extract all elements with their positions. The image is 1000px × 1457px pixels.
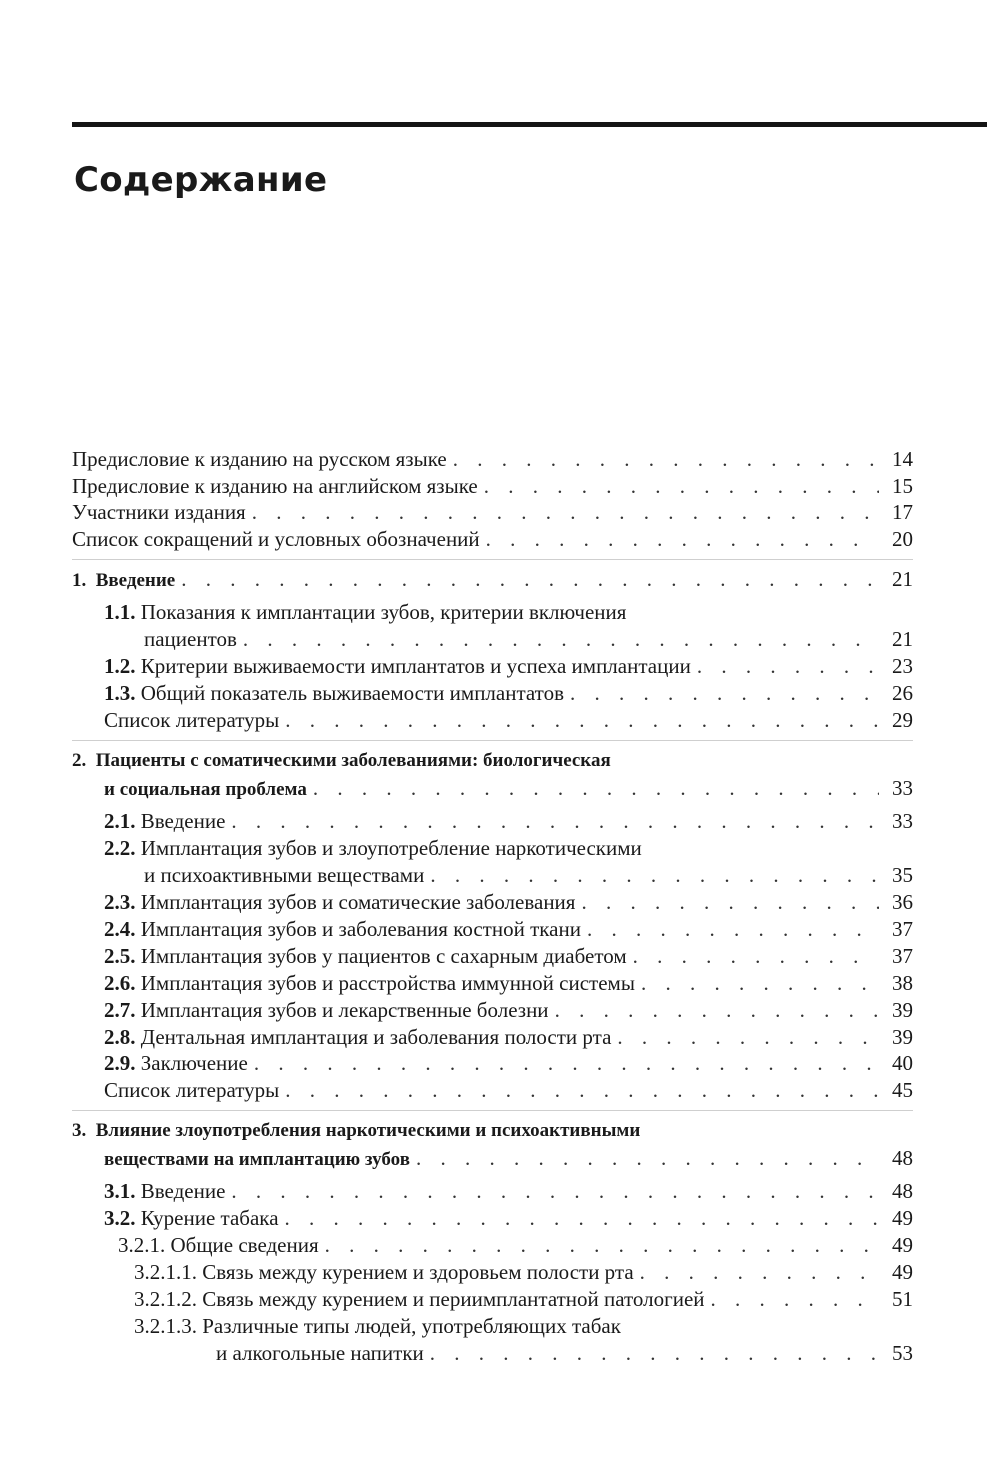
toc-page-number: 45 <box>892 1078 913 1102</box>
toc-section-3-2[interactable] <box>104 1205 913 1231</box>
chapter-title <box>72 568 175 594</box>
toc-page-number: 35 <box>892 863 913 887</box>
leader-dots <box>641 970 879 996</box>
toc-page-number: 40 <box>892 1051 913 1075</box>
toc-page-number: 29 <box>892 708 913 732</box>
toc-page-number: 48 <box>892 1146 913 1170</box>
leader-dots <box>570 680 879 706</box>
toc-entry-text: 3.2.1.1. Связь между курением и здоровьем полости рта <box>134 1260 634 1284</box>
toc-section-3-1[interactable] <box>104 1178 913 1204</box>
section-number: 1.3. <box>104 681 136 705</box>
chapter-title-text: Влияние злоупотребления наркотическими и психоактивными <box>95 1120 641 1141</box>
toc-entry-text: Имплантация зубов и заболевания костной ткани <box>140 917 581 941</box>
leader-dots <box>181 566 879 592</box>
page-title: Содержание <box>74 160 328 200</box>
toc-entry-text: 3.2.1.3. Различные типы людей, употребляющих табак <box>134 1314 621 1338</box>
toc-page-number: 49 <box>892 1233 913 1257</box>
toc-page-number: 14 <box>892 447 913 471</box>
section-number: 2.6. <box>104 971 136 995</box>
section-number: 2.8. <box>104 1025 136 1049</box>
toc-entry-text: Введение <box>140 809 226 833</box>
toc-entry-text: Предисловие к изданию на английском языке <box>72 474 478 498</box>
toc-section-2-1[interactable] <box>104 808 913 834</box>
toc-subsection-3-2-1-2[interactable] <box>134 1286 913 1312</box>
toc-entry-text: Список сокращений и условных обозначений <box>72 527 480 551</box>
leader-dots <box>640 1259 879 1285</box>
toc-section-2-9[interactable] <box>104 1050 913 1076</box>
toc-page-number: 51 <box>892 1287 913 1311</box>
toc-entry-text: Имплантация зубов и расстройства иммунной системы <box>140 971 635 995</box>
toc-chapter-3-line2[interactable] <box>104 1145 913 1171</box>
leader-dots <box>697 653 879 679</box>
toc-page-number: 20 <box>892 527 913 551</box>
toc-subsection-3-2-1-3-line1[interactable] <box>134 1313 913 1339</box>
toc-entry-text: Показания к имплантации зубов, критерии включения <box>140 600 627 624</box>
section-number: 3.1. <box>104 1179 136 1203</box>
toc-entry-text: Заключение <box>140 1051 248 1075</box>
section-number: 2.5. <box>104 944 136 968</box>
toc-section-2-5[interactable] <box>104 943 913 969</box>
toc-subsection-3-2-1-1[interactable] <box>134 1259 913 1285</box>
toc-entry-text: Список литературы <box>104 708 280 732</box>
toc-entry-text: 3.2.1. Общие сведения <box>118 1233 319 1257</box>
section-number: 2.7. <box>104 998 136 1022</box>
toc-entry-foreword-russian[interactable] <box>72 446 913 472</box>
leader-dots <box>285 1077 879 1103</box>
leader-dots <box>617 1024 879 1050</box>
toc-entry-contributors[interactable] <box>72 499 913 525</box>
leader-dots <box>587 916 879 942</box>
toc-section-2-4[interactable] <box>104 916 913 942</box>
toc-chapter-2-line2[interactable] <box>104 775 913 801</box>
section-number: 2.4. <box>104 917 136 941</box>
leader-dots <box>633 943 879 969</box>
chapter-number: 1. <box>72 570 87 591</box>
leader-dots <box>581 889 879 915</box>
chapter-title-text: Пациенты с соматическими заболеваниями: биологическая <box>95 750 611 771</box>
toc-ch2-references[interactable] <box>104 1077 913 1103</box>
toc-page-number: 33 <box>892 776 913 800</box>
toc-page-number: 21 <box>892 567 913 591</box>
toc-entry-text: Имплантация зубов и злоупотребление наркотическими <box>140 836 642 860</box>
toc-subsection-3-2-1[interactable] <box>118 1232 913 1258</box>
leader-dots <box>254 1050 879 1076</box>
section-number: 1.1. <box>104 600 136 624</box>
chapter-title-text: Введение <box>95 570 176 591</box>
leader-dots <box>313 775 879 801</box>
leader-dots <box>325 1232 879 1258</box>
toc-section-1-1-line1[interactable] <box>104 599 913 625</box>
toc-entry-foreword-english[interactable] <box>72 473 913 499</box>
toc-chapter-3-line1[interactable] <box>72 1118 913 1144</box>
toc-page-number: 23 <box>892 654 913 678</box>
toc-page-number: 49 <box>892 1260 913 1284</box>
toc-entry-text: Участники издания <box>72 500 246 524</box>
section-divider <box>72 1110 913 1111</box>
leader-dots <box>231 808 879 834</box>
toc-entry-text: и психоактивными веществами <box>144 863 425 887</box>
toc-page-number: 39 <box>892 998 913 1022</box>
toc-entry-text: Дентальная имплантация и заболевания полости рта <box>140 1025 612 1049</box>
toc-page-number: 26 <box>892 681 913 705</box>
toc-page-number: 37 <box>892 917 913 941</box>
section-number: 2.2. <box>104 836 136 860</box>
leader-dots <box>453 446 879 472</box>
chapter-number: 2. <box>72 750 87 771</box>
section-divider <box>72 740 913 741</box>
section-number: 1.2. <box>104 654 136 678</box>
section-number: 2.9. <box>104 1051 136 1075</box>
toc-entry-text: Курение табака <box>140 1206 279 1230</box>
toc-section-1-2[interactable] <box>104 653 913 679</box>
leader-dots <box>486 526 879 552</box>
leader-dots <box>285 1205 879 1231</box>
toc-entry-text: 3.2.1.2. Связь между курением и периимплантатной патологией <box>134 1287 705 1311</box>
section-number: 3.2. <box>104 1206 136 1230</box>
toc-section-1-3[interactable] <box>104 680 913 706</box>
toc-entry-text: Имплантация зубов у пациентов с сахарным диабетом <box>140 944 627 968</box>
toc-section-2-3[interactable] <box>104 889 913 915</box>
toc-page-number: 49 <box>892 1206 913 1230</box>
toc-page-number: 36 <box>892 890 913 914</box>
leader-dots <box>243 626 879 652</box>
chapter-title-text: веществами на имплантацию зубов <box>104 1149 410 1170</box>
leader-dots <box>252 499 879 525</box>
leader-dots <box>711 1286 879 1312</box>
section-number: 2.3. <box>104 890 136 914</box>
chapter-number: 3. <box>72 1120 87 1141</box>
leader-dots <box>416 1145 879 1171</box>
leader-dots <box>430 862 879 888</box>
toc-subsection-3-2-1-3-line2[interactable] <box>216 1340 913 1366</box>
toc-section-1-1-line2[interactable] <box>144 626 913 652</box>
toc-entry-text: Введение <box>140 1179 226 1203</box>
toc-page-number: 48 <box>892 1179 913 1203</box>
toc-page-number: 37 <box>892 944 913 968</box>
toc-entry-text: Список литературы <box>104 1078 280 1102</box>
toc-chapter-2-line1[interactable] <box>72 748 913 774</box>
toc-entry-text: Общий показатель выживаемости имплантатов <box>140 681 565 705</box>
toc-section-2-2-line1[interactable] <box>104 835 913 861</box>
toc-section-2-2-line2[interactable] <box>144 862 913 888</box>
toc-section-2-8[interactable] <box>104 1024 913 1050</box>
toc-chapter-1[interactable] <box>72 566 913 592</box>
section-number: 2.1. <box>104 809 136 833</box>
leader-dots <box>484 473 879 499</box>
toc-entry-text: пациентов <box>144 627 237 651</box>
toc-page-number: 17 <box>892 500 913 524</box>
toc-page-number: 53 <box>892 1341 913 1365</box>
toc-entry-text: Предисловие к изданию на русском языке <box>72 447 447 471</box>
toc-entry-text: и алкогольные напитки <box>216 1341 424 1365</box>
toc-page-number: 33 <box>892 809 913 833</box>
toc-entry-text: Имплантация зубов и лекарственные болезни <box>140 998 549 1022</box>
leader-dots <box>285 707 879 733</box>
toc-page-number: 15 <box>892 474 913 498</box>
section-divider <box>72 559 913 560</box>
toc-section-2-7[interactable] <box>104 997 913 1023</box>
leader-dots <box>430 1340 879 1366</box>
toc-page-number: 38 <box>892 971 913 995</box>
leader-dots <box>231 1178 879 1204</box>
toc-section-2-6[interactable] <box>104 970 913 996</box>
leader-dots <box>555 997 879 1023</box>
toc-page-number: 21 <box>892 627 913 651</box>
toc-ch1-references[interactable] <box>104 707 913 733</box>
toc-entry-text: Критерии выживаемости имплантатов и успеха имплантации <box>140 654 691 678</box>
chapter-title-text: и социальная проблема <box>104 779 307 800</box>
toc-entry-text: Имплантация зубов и соматические заболевания <box>140 890 576 914</box>
toc-page-number: 39 <box>892 1025 913 1049</box>
toc-entry-abbreviations[interactable] <box>72 526 913 552</box>
